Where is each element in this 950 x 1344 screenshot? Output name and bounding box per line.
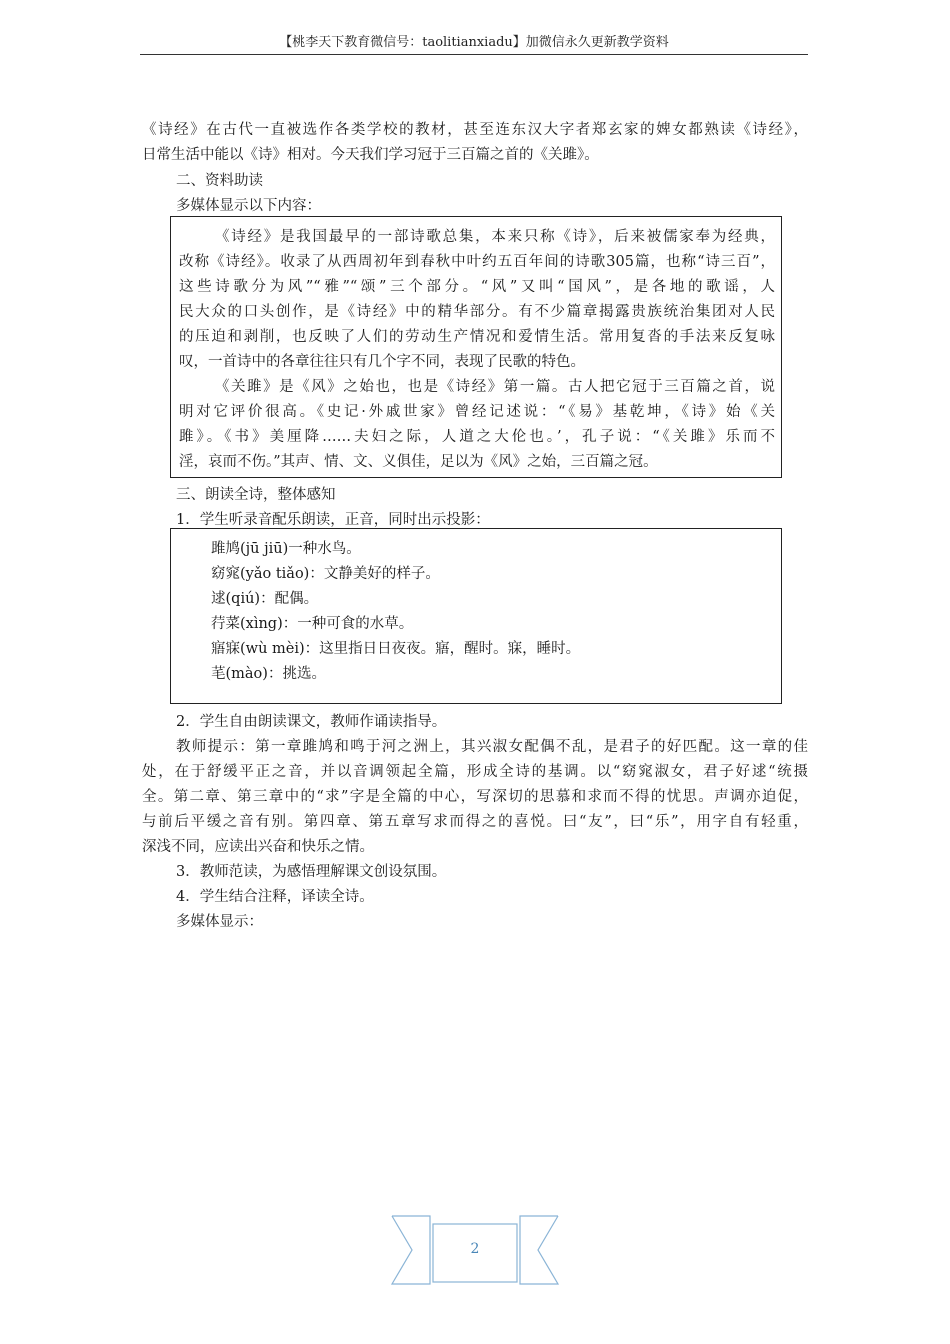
step-1: 1．学生听录音配乐朗读，正音，同时出示投影：	[176, 512, 490, 528]
reference-line: 《关雎》是《风》之始也，也是《诗经》第一篇。古人把它冠于三百篇之首，说	[215, 379, 775, 395]
reference-line: 这些诗歌分为风”“雅”“颂”三个部分。“风”又叫“国风”，是各地的歌谣，人	[179, 279, 775, 295]
step-3: 3．教师范读，为感悟理解课文创设氛围。	[176, 864, 447, 880]
step-5: 多媒体显示：	[176, 914, 263, 930]
vocab-item: 逑(qiú)：配偶。	[211, 591, 319, 607]
reference-line: 的压迫和剥削，也反映了人们的劳动生产情况和爱情生活。常用复沓的手法来反复咏	[179, 329, 775, 345]
reference-line: 明对它评价很高。《史记·外戚世家》曾经记述说：“《易》基乾坤，《诗》始《关	[179, 404, 775, 420]
section3-heading: 三、朗读全诗，整体感知	[176, 487, 336, 503]
section2-lead: 多媒体显示以下内容：	[176, 198, 321, 214]
reference-box	[170, 216, 782, 478]
vocab-item: 荇菜(xìng)：一种可食的水草。	[211, 616, 414, 632]
reference-line: 改称《诗经》。收录了从西周初年到春秋中叶约五百年间的诗歌305篇，也称“诗三百”，	[179, 254, 775, 270]
page-number: 2	[470, 1241, 480, 1257]
reference-line: 淫，哀而不伤。”其声、情、文、义俱佳，足以为《风》之始，三百篇之冠。	[179, 454, 658, 470]
teacher-tip-line: 与前后平缓之音有别。第四章、第五章写求而得之的喜悦。曰“友”，曰“乐”，用字自有轻重，	[142, 814, 808, 830]
reference-line: 雎》。《书》美厘降……夫妇之际，人道之大伦也。’，孔子说：“《关雎》乐而不	[179, 429, 775, 445]
teacher-tip-line: 教师提示：第一章雎鸠和鸣于河之洲上，其兴淑女配偶不乱，是君子的好匹配。这一章的佳	[176, 739, 808, 755]
vocab-item: 窈窕(yǎo tiǎo)：文静美好的样子。	[211, 566, 440, 582]
teacher-tip-line: 深浅不同，应读出兴奋和快乐之情。	[142, 839, 374, 855]
reference-line: 叹，一首诗中的各章往往只有几个字不同，表现了民歌的特色。	[179, 354, 585, 370]
step-2: 2．学生自由朗读课文，教师作诵读指导。	[176, 714, 447, 730]
reference-line: 《诗经》是我国最早的一部诗歌总集，本来只称《诗》，后来被儒家奉为经典，	[215, 229, 775, 245]
vocab-item: 雎鸠(jū jiū)一种水鸟。	[211, 541, 361, 557]
teacher-tip-line: 全。第二章、第三章中的“求”字是全篇的中心，写深切的思慕和求而不得的忧思。声调亦迫促，	[142, 789, 808, 805]
vocab-item: 芼(mào)：挑选。	[211, 666, 326, 682]
step-4: 4．学生结合注释，译读全诗。	[176, 889, 374, 905]
teacher-tip-line: 处，在于舒缓平正之音，并以音调领起全篇，形成全诗的基调。以“窈窕淑女，君子好逑“统摄	[142, 764, 808, 780]
section2-heading: 二、资料助读	[176, 173, 263, 189]
reference-line: 民大众的口头创作，是《诗经》中的精华部分。有不少篇章揭露贵族统治集团对人民	[179, 304, 775, 320]
intro-line-2: 日常生活中能以《诗》相对。今天我们学习冠于三百篇之首的《关雎》。	[142, 147, 599, 163]
page-header: 【桃李天下教育微信号：taolitianxiadu】加微信永久更新教学资料	[140, 32, 808, 55]
vocab-box	[170, 528, 782, 704]
vocab-item: 寤寐(wù mèi)：这里指日日夜夜。寤，醒时。寐，睡时。	[211, 641, 581, 657]
intro-line-1: 《诗经》在古代一直被选作各类学校的教材，甚至连东汉大字者郑玄家的婢女都熟读《诗经》，	[142, 122, 808, 138]
